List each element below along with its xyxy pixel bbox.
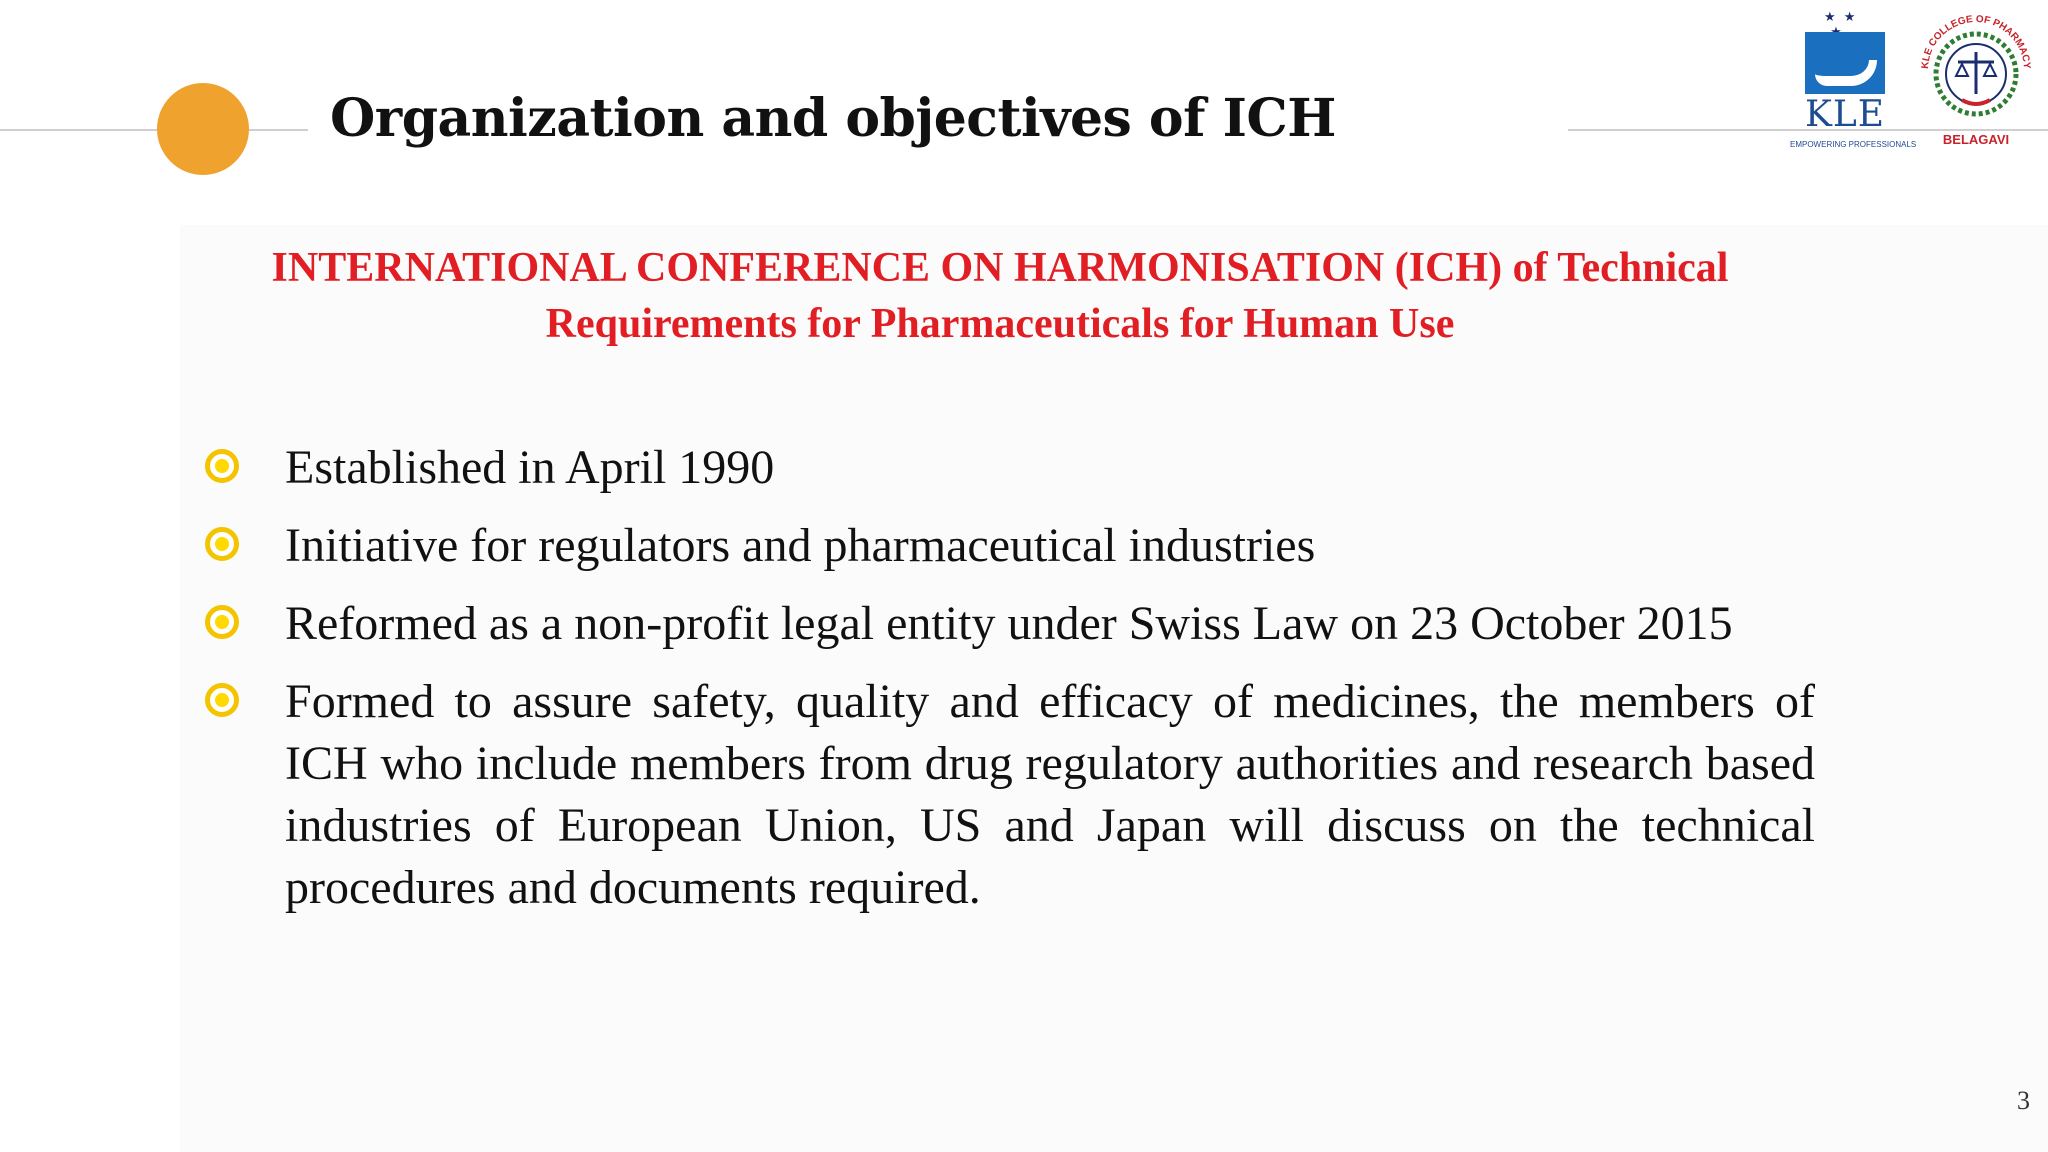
bullet-text: Formed to assure safety, quality and efficacy of medicines, the members of ICH who include members from drug regulatory authorities and research based industries of European Union, US and Japan will discuss on the technical procedures and documents required. — [285, 675, 1815, 914]
bullet-item — [200, 515, 1815, 577]
yellow-ring-bullet-icon — [205, 527, 239, 561]
yellow-ring-bullet-icon — [205, 449, 239, 483]
bullet-text: Established in April 1990 — [285, 441, 775, 494]
slide-subtitle — [190, 240, 1810, 352]
page-number: 3 — [2017, 1086, 2030, 1115]
bullet-item — [200, 671, 1815, 919]
header-rule-left — [0, 129, 308, 131]
orange-circle-icon — [157, 83, 249, 175]
bullet-list — [200, 437, 1815, 935]
subtitle-line-2: Requirements for Pharmaceuticals for Human Use — [545, 301, 1455, 347]
bullet-item — [200, 437, 1815, 499]
stars-icon: ★ ★ — [1824, 10, 1858, 25]
bullet-text: Reformed as a non-profit legal entity under Swiss Law on 23 October 2015 — [285, 597, 1733, 650]
bullet-text: Initiative for regulators and pharmaceutical industries — [285, 519, 1316, 572]
kle-logo — [1790, 10, 1917, 150]
yellow-ring-bullet-icon — [205, 605, 239, 639]
college-logo — [1912, 6, 2040, 150]
college-emblem-icon — [1912, 6, 2040, 134]
kle-logo-text: KLE — [1804, 94, 1886, 135]
college-logo-place: BELAGAVI — [1942, 132, 2010, 147]
hand-icon — [1805, 32, 1885, 94]
subtitle-line-1: INTERNATIONAL CONFERENCE ON HARMONISATION (ICH) of Technical — [271, 245, 1729, 291]
slide-title: Organization and objectives of ICH — [330, 88, 1336, 149]
college-logo-name: KLE COLLEGE OF PHARMACY — [1919, 13, 2033, 70]
bullet-item — [200, 593, 1815, 655]
kle-logo-tagline: EMPOWERING PROFESSIONALS — [1790, 140, 1917, 149]
yellow-ring-bullet-icon — [205, 683, 239, 717]
